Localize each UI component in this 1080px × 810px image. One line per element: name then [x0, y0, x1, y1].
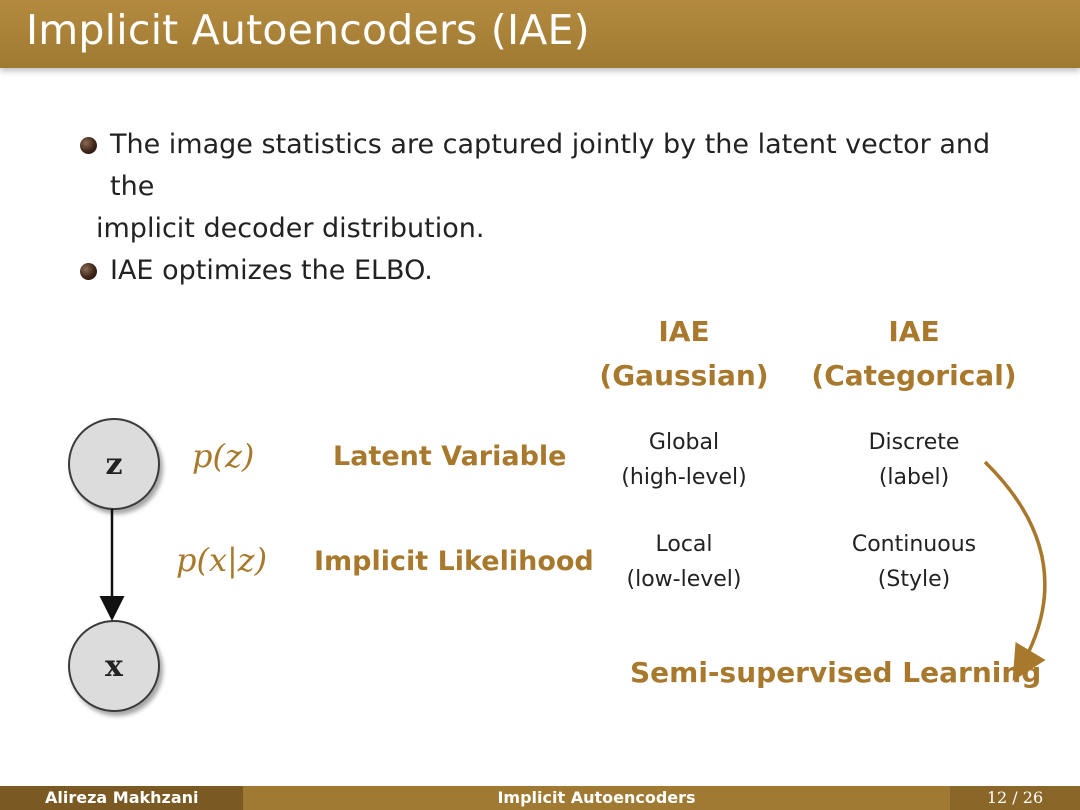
bullet-text: IAE optimizes the ELBO. — [110, 255, 433, 286]
graph-node-z: z — [68, 418, 160, 510]
cell-line: Local — [655, 532, 713, 557]
footer-page-number: 12 / 26 — [950, 786, 1080, 810]
cell-line: Discrete — [868, 430, 960, 455]
graph-node-x: x — [68, 620, 160, 712]
column-header-sub: (Gaussian) — [599, 359, 769, 392]
cell-line: (label) — [878, 465, 950, 490]
cell-line: Global — [648, 430, 720, 455]
column-header-name: IAE — [658, 315, 710, 348]
footer-author: Alireza Makhzani — [0, 786, 243, 810]
prior-formula: p(z) — [192, 437, 255, 475]
curved-arrow-icon — [985, 462, 1045, 672]
column-header-sub: (Categorical) — [811, 359, 1017, 392]
cell-line: (low-level) — [626, 567, 742, 592]
bullet-text: The image statistics are captured jointly by the latent vector and the — [110, 129, 991, 202]
cell-line: (high-level) — [621, 465, 747, 490]
row-label-implicit-likelihood: Implicit Likelihood — [314, 546, 594, 577]
bullet-text-continuation: implicit decoder distribution. — [96, 213, 485, 244]
cell-line: (Style) — [877, 567, 951, 592]
row-label-latent-variable: Latent Variable — [333, 441, 567, 472]
semi-supervised-label: Semi-supervised Learning — [630, 656, 1042, 689]
footer-short-title: Implicit Autoencoders — [497, 788, 696, 807]
likelihood-formula: p(x|z) — [176, 541, 268, 579]
slide-title: Implicit Autoencoders (IAE) — [26, 6, 590, 54]
column-header-name: IAE — [888, 315, 940, 348]
cell-line: Continuous — [851, 532, 977, 557]
footer-bar — [0, 786, 1080, 810]
